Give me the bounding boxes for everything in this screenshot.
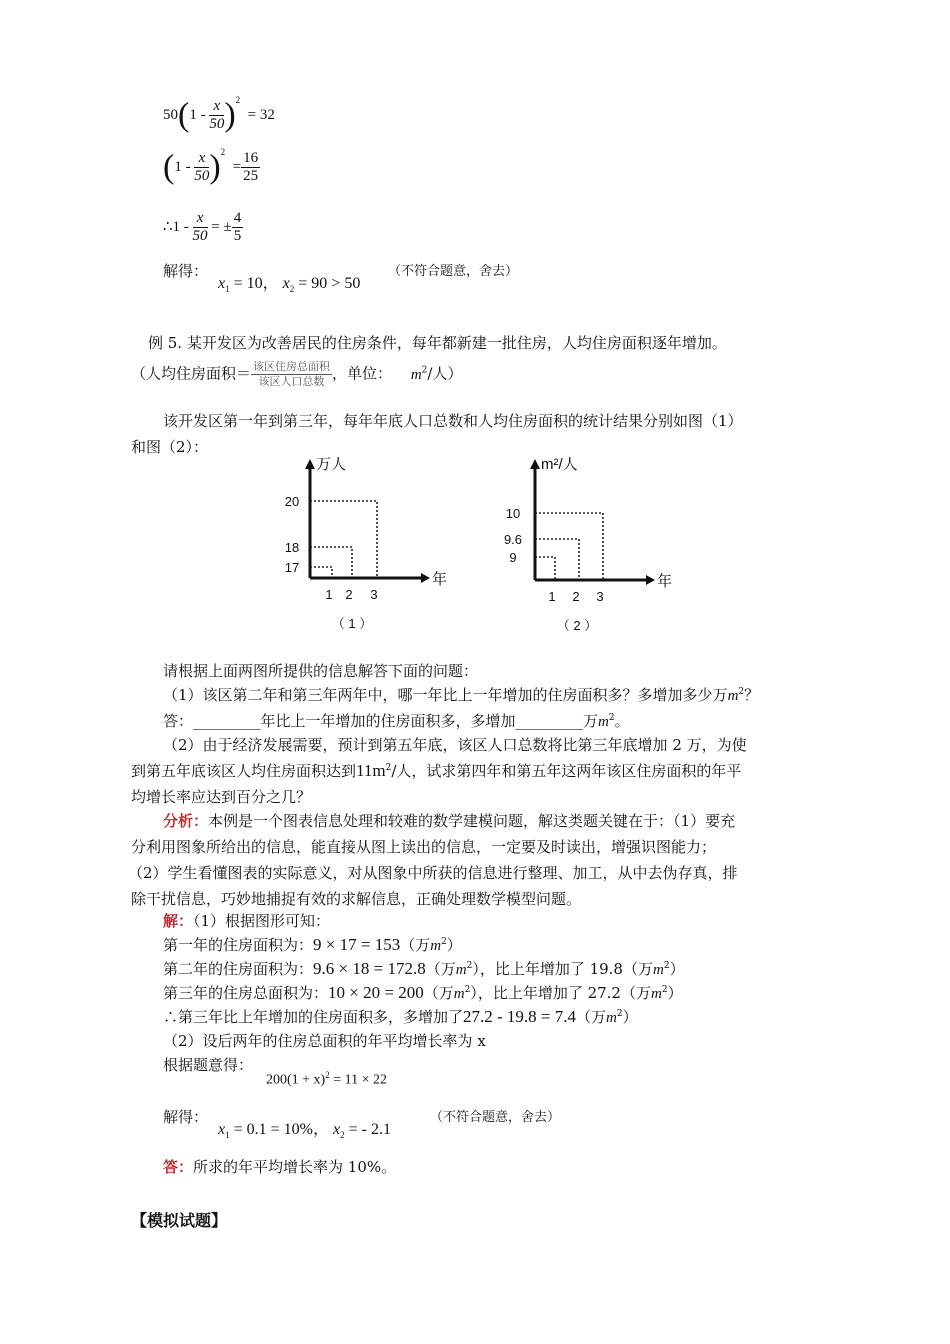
y-axis-arrow [530,459,540,469]
example-intro: 例 5. 某开发区为改善居民的住房条件，每年都新建一批住房，人均住房面积逐年增加。 [148,334,727,352]
bar-1 [310,567,332,578]
analysis-line-4: 除干扰信息，巧妙地捕捉有效的求解信息，正确处理数学模型问题。 [131,890,582,908]
y-tick-label: 9 [509,550,517,565]
analysis-line-3: （2）学生看懂图表的实际意义，对从图象中所获的信息进行整理、加工，从中去伪存真，排 [128,864,738,882]
x-axis-arrow [421,573,430,583]
final-answer: 答：所求的年平均增长率为 10%。 [163,1158,397,1176]
question-2-line-3: 均增长率应达到百分之几？ [131,788,312,806]
chart-caption: （ 1 ） [331,616,373,631]
solution-line-1: 解得： [163,262,209,280]
chart-caption: （ 2 ） [556,618,598,633]
solution-note-1: （不符合题意，舍去） [388,264,519,279]
chart-population [270,455,460,645]
y-axis-label: m²/人 [541,456,578,473]
question-1: （1）该区第二年和第三年两年中，哪一年比上一年增加的住房面积多？多增加多少万$m^2$？ [163,686,760,704]
questions-intro: 请根据上面两图所提供的信息解答下面的问题： [163,662,479,680]
x-tick-label: 2 [345,587,353,602]
section-heading: 【模拟试题】 [131,1211,228,1230]
solution-solve-label: 解得： [163,1108,209,1126]
y-tick-label: 17 [284,560,300,575]
equation-3: ∴1 - $\frac{x}{50}$ = ± $\frac{4}{5}$ [163,210,242,244]
equation-2: (1 - $\frac{x}{50}$ )$^2$ = $\frac{16}{25}$ [163,146,259,186]
bar-2 [535,539,579,580]
x-axis-label: 年 [657,573,673,590]
question-2-line-1: （2）由于经济发展需要，预计到第五年底，该区人口总数将比第三年底增加 2 万，为使 [163,736,747,754]
bar-1 [535,557,555,580]
solution-year-1: 第一年的住房面积为：9 × 17 = 153（万$m^2$） [163,935,462,954]
solution-year-3: 第三年的住房总面积为：10 × 20 = 200（万$m^2$），比上年增加了 27.2（万$m^2$） [163,983,683,1002]
y-tick-label: 18 [284,540,300,555]
x-tick-label: 3 [596,589,604,604]
x-tick-label: 1 [548,589,556,604]
y-tick-label: 10 [505,506,521,521]
question-2-line-2: 到第五年底该区人均住房面积达到$11m^2/$人，试求第四年和第五年这两年该区住房面积的年平 [131,761,742,780]
y-axis-arrow [305,459,315,469]
example-stats-intro: 该开发区第一年到第三年，每年年底人口总数和人均住房面积的统计结果分别如图（1） [163,412,743,430]
bar-3 [310,501,377,578]
example-figure-ref: 和图（2）： [131,438,209,456]
x-tick-label: 2 [572,589,580,604]
analysis-line-2: 分利用图象所给出的信息，能直接从图上读出的信息，一定要及时读出，增强识图能力； [131,838,717,856]
solution-values-2: $x_1 = 0.1 = 10\%$， $x_2$ = - 2.1 [218,1121,391,1141]
solution-equation: $200(1 + x)^2 = 11 \times 22$ [266,1070,388,1088]
example-definition: （人均住房面积＝ 该区住房总面积 该区人口总数 ，单位： $m^2/$人） [131,360,463,388]
analysis-line-1: 分析：本例是一个图表信息处理和较难的数学建模问题，解这类题关键在于：（1）要充 [163,812,736,830]
solution-note-2: （不符合题意，舍去） [430,1110,561,1125]
y-tick-label: 20 [284,494,300,509]
x-tick-label: 1 [325,587,333,602]
equation-1: 50(1 - $\frac{x}{50}$ )$^2$ = 32 [163,94,275,134]
bar-3 [535,513,603,580]
y-tick-label: 9.6 [503,532,523,547]
solution-comparison: ∴第三年比上年增加的住房面积多，多增加了27.2 - 19.8 = 7.4（万$m^2$） [163,1007,638,1026]
answer-blank-line: 答：_________年比上一年增加的住房面积多，多增加_________万$m^2$。 [163,712,630,730]
y-axis-label: 万人 [316,456,347,473]
solution-setup: 根据题意得： [163,1056,254,1074]
x-tick-label: 3 [370,587,378,602]
solution-part-2: （2）设后两年的住房总面积的年平均增长率为 x [163,1032,486,1050]
solution-values-1: $x_1 = 10$， $x_2 = 90 > 50$ [218,275,361,295]
x-axis-arrow [646,575,655,585]
x-axis-label: 年 [432,571,448,588]
chart-area-per-person [495,455,685,645]
solution-year-2: 第二年的住房面积为：9.6 × 18 = 172.8（万$m^2$），比上年增加了 19.8（万$m^2$） [163,959,685,978]
solution-heading: 解：（1）根据图形可知： [163,912,331,930]
bar-2 [310,547,352,578]
